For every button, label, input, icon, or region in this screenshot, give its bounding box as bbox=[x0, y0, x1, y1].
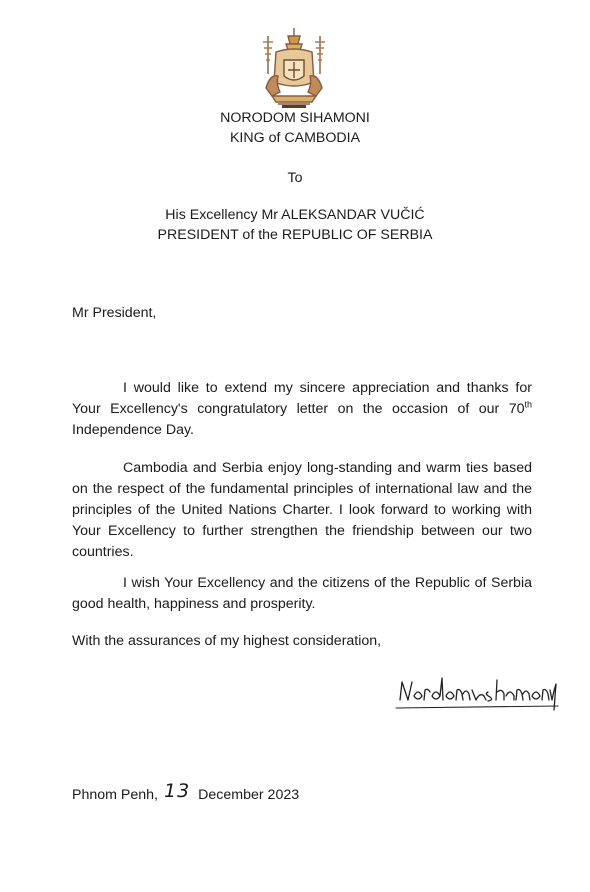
to-label: To bbox=[287, 170, 303, 186]
sender-name: NORODOM SIHAMONI bbox=[220, 110, 370, 126]
paragraph-1-text: I would like to extend my sincere appreciation and thanks for Your Excellency's congratulatory letter on the occasion of our 70 bbox=[72, 380, 532, 417]
closing-line: With the assurances of my highest consideration, bbox=[72, 633, 382, 649]
paragraph-1-end: Independence Day. bbox=[72, 422, 194, 438]
place: Phnom Penh, bbox=[72, 787, 158, 803]
paragraph-3: I wish Your Excellency and the citizens of the Republic of Serbia good health, happiness and prosperity. bbox=[72, 575, 532, 612]
salutation: Mr President, bbox=[72, 305, 157, 321]
signature bbox=[392, 670, 562, 718]
handwritten-day: 13 bbox=[163, 780, 191, 802]
paragraph-2: Cambodia and Serbia enjoy long-standing and warm ties based on the respect of the fundamental principles of international law and the principles of the United Nations Charter. I look forward to working with Your Excellency to further strengthen the friendship between our two countries. bbox=[72, 460, 532, 560]
recipient-name: His Excellency Mr ALEKSANDAR VUČIĆ bbox=[165, 207, 425, 223]
paragraph-1 bbox=[72, 378, 532, 441]
ordinal-suffix: th bbox=[524, 399, 532, 410]
recipient-title: PRESIDENT of the REPUBLIC OF SERBIA bbox=[157, 227, 433, 243]
royal-arms-crest-icon bbox=[258, 26, 330, 110]
month-year: December 2023 bbox=[198, 787, 300, 803]
sender-title: KING of CAMBODIA bbox=[229, 130, 361, 146]
date-line bbox=[72, 782, 299, 804]
